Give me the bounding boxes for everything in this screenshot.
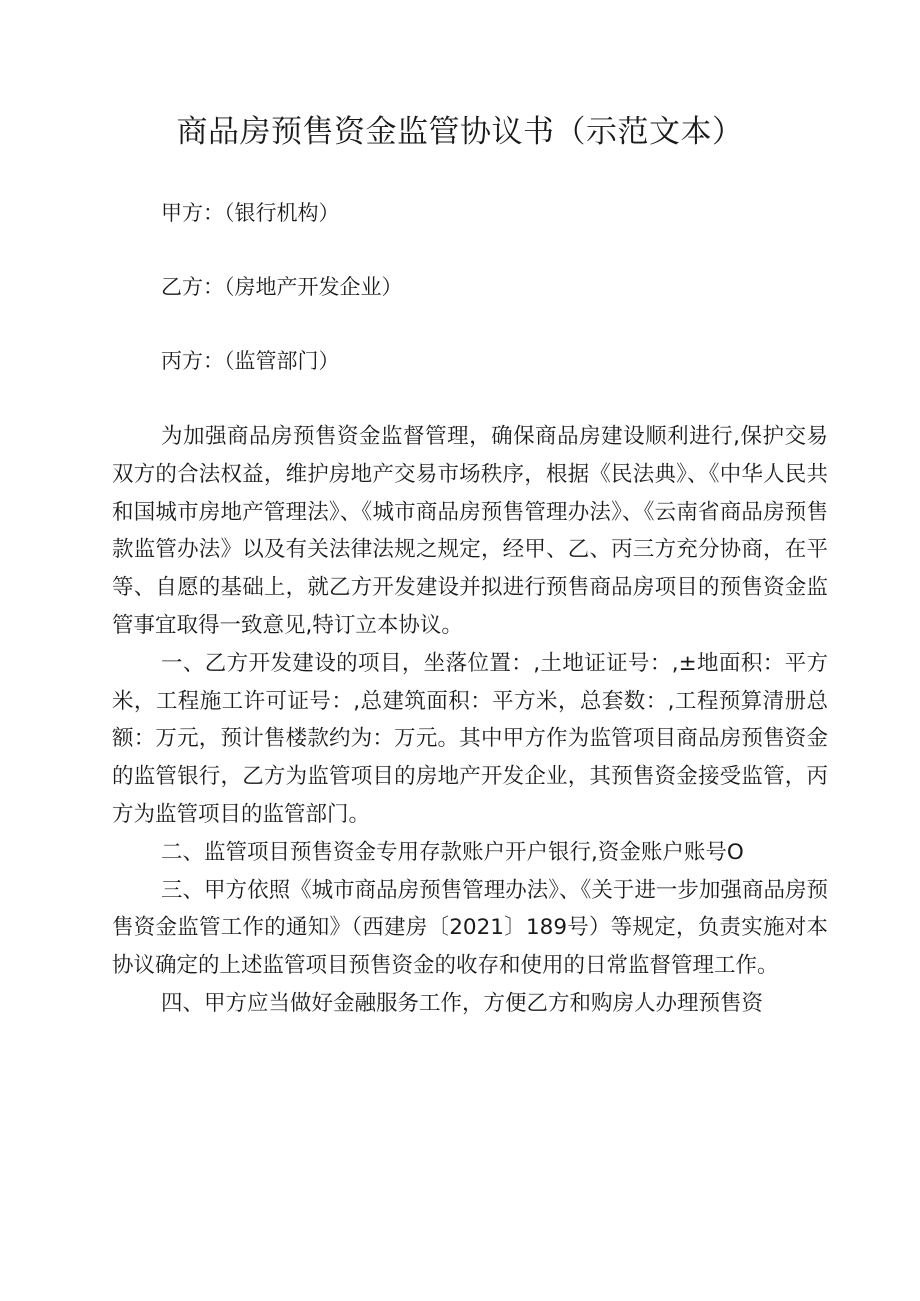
document-title: 商品房预售资金监管协议书（示范文本） — [176, 114, 744, 150]
clause-1-paragraph: 一、乙方开发建设的项目，坐落位置：,土地证证号：,±地面积：平方米，工程施工许可证号：,总建筑面积：平方米，总套数：,工程预算清册总额：万元，预计售楼款约为：万元。其中甲方作为监管项目商品房预售资金的监管银行，乙方为监管项目的房地产开发企业，其预售资金接受监管，丙方为监管项目的监管部门。 — [112, 650, 828, 827]
clause-4-paragraph: 四、甲方应当做好金融服务工作，方便乙方和购房人办理预售资 — [161, 990, 764, 1016]
party-a-line: 甲方：（银行机构） — [161, 201, 340, 225]
party-b-line: 乙方：（房地产开发企业） — [161, 275, 403, 299]
clause-3-paragraph: 三、甲方依照《城市商品房预售管理办法》、《关于进一步加强商品房预售资金监管工作的通知》（西建房〔2021〕189号）等规定，负责实施对本协议确定的上述监管项目预售资金的收存和使用的日常监督管理工作。 — [112, 877, 828, 979]
preamble-paragraph: 为加强商品房预售资金监督管理，确保商品房建设顺利进行,保护交易双方的合法权益，维护房地产交易市场秩序，根据《民法典》、《中华人民共和国城市房地产管理法》、《城市商品房预售管理办法》、《云南省商品房预售款监管办法》以及有关法律法规之规定，经甲、乙、丙三方充分协商，在平等、自愿的基础上，就乙方开发建设并拟进行预售商品房项目的预售资金监管事宜取得一致意见,特订立本协议。 — [112, 424, 828, 638]
clause-2-paragraph: 二、监管项目预售资金专用存款账户开户银行,资金账户账号O — [161, 839, 744, 865]
party-c-line: 丙方：（监管部门） — [161, 349, 340, 373]
document-body — [112, 418, 828, 1023]
